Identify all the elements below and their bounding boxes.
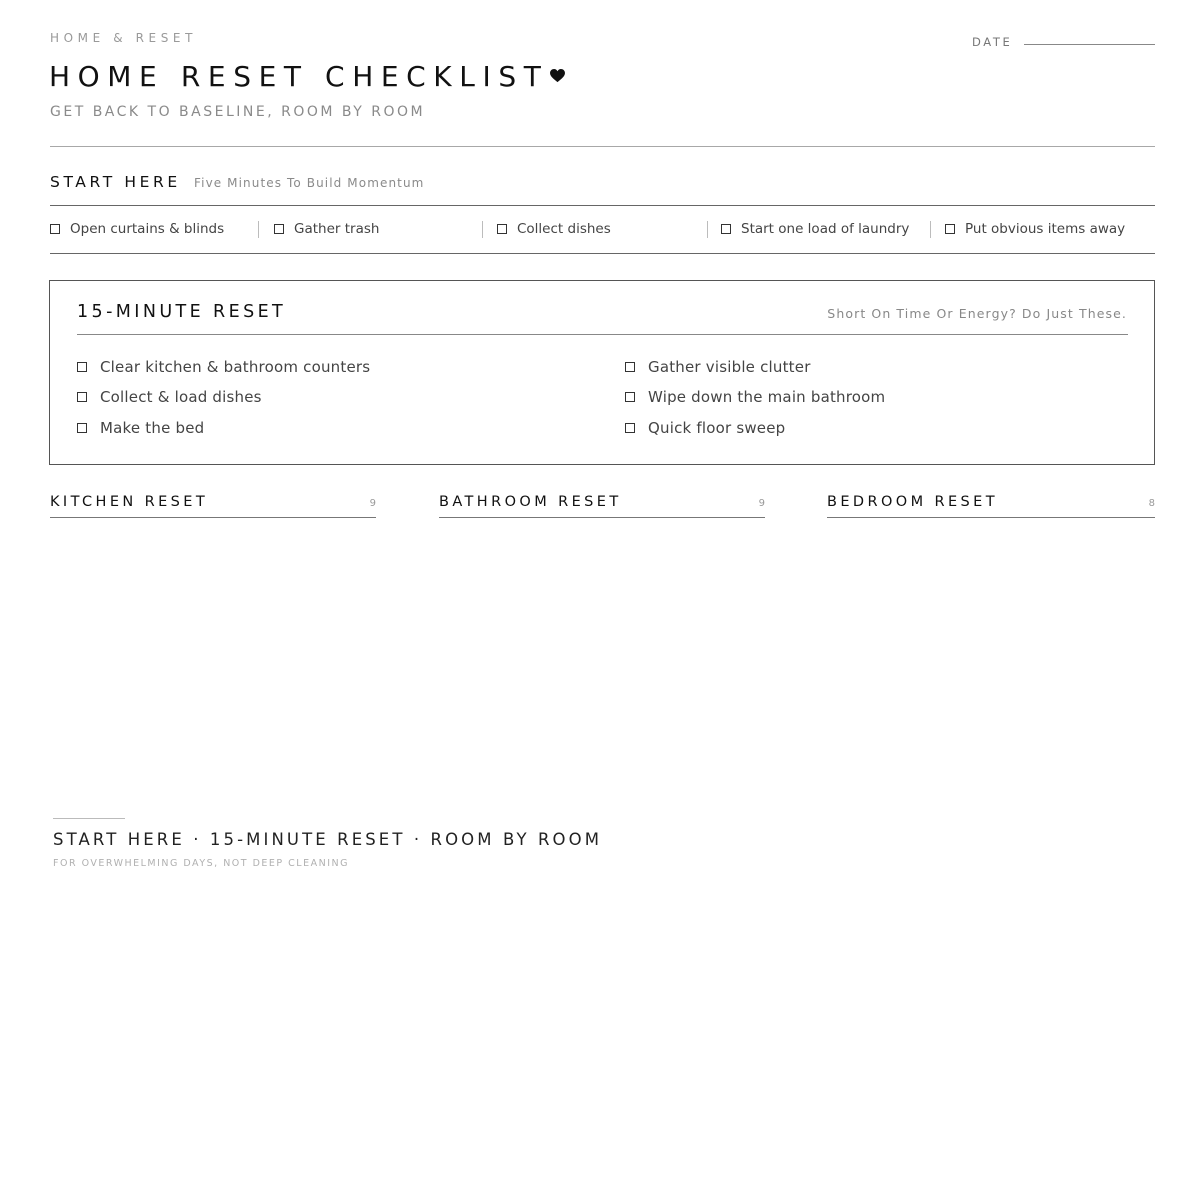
checkbox[interactable] (77, 423, 87, 433)
start-item[interactable] (945, 220, 1125, 238)
header-divider (50, 146, 1155, 147)
quick-reset-item[interactable] (77, 357, 370, 377)
room-section-bathroom (439, 494, 765, 520)
heart-icon (550, 69, 565, 83)
page-subtitle: GET BACK TO BASELINE, ROOM BY ROOM (50, 104, 426, 120)
quick-reset-title: 15-MINUTE RESET (77, 302, 287, 322)
checkbox[interactable] (625, 392, 635, 402)
room-title: KITCHEN RESET (50, 494, 209, 510)
room-divider (50, 517, 376, 518)
page-title: HOME RESET CHECKLIST (49, 60, 549, 93)
start-item-label: Start one load of laundry (741, 221, 910, 237)
start-here-bottom-rule (50, 253, 1155, 254)
quick-reset-item-label: Quick floor sweep (648, 419, 786, 437)
room-title: BEDROOM RESET (827, 494, 998, 510)
start-item-label: Put obvious items away (965, 221, 1126, 237)
start-item[interactable] (497, 220, 611, 238)
checkbox[interactable] (497, 224, 507, 234)
date-field-line[interactable] (1024, 44, 1155, 45)
quick-reset-item[interactable] (625, 357, 811, 377)
footer-title: START HERE · 15-MINUTE RESET · ROOM BY ROOM (53, 830, 603, 849)
room-divider (827, 517, 1155, 518)
start-here-subtitle: Five Minutes To Build Momentum (194, 176, 425, 190)
date-label: DATE (972, 35, 1013, 49)
room-title: BATHROOM RESET (439, 494, 622, 510)
quick-reset-item[interactable] (77, 418, 204, 438)
room-item-count: 9 (758, 498, 765, 509)
room-divider (439, 517, 765, 518)
room-section-bedroom (827, 494, 1155, 520)
room-section-kitchen (50, 494, 376, 520)
start-item[interactable] (50, 220, 224, 238)
room-item-count: 9 (369, 498, 376, 509)
room-item-count: 8 (1148, 498, 1155, 509)
checkbox[interactable] (274, 224, 284, 234)
quick-reset-item[interactable] (625, 387, 885, 407)
start-item-label: Gather trash (294, 221, 380, 237)
checkbox[interactable] (77, 362, 87, 372)
quick-reset-item-label: Wipe down the main bathroom (648, 388, 886, 406)
footer-subtitle: FOR OVERWHELMING DAYS, NOT DEEP CLEANING (53, 858, 349, 869)
quick-reset-item-label: Make the bed (100, 419, 205, 437)
footer-rule (53, 818, 125, 819)
quick-reset-item[interactable] (625, 418, 785, 438)
quick-reset-divider (77, 334, 1128, 335)
start-here-top-rule (50, 205, 1155, 206)
item-separator (707, 221, 708, 238)
start-item[interactable] (274, 220, 379, 238)
item-separator (482, 221, 483, 238)
start-item[interactable] (721, 220, 909, 238)
page-title-row (49, 60, 565, 94)
item-separator (258, 221, 259, 238)
item-separator (930, 221, 931, 238)
eyebrow-label: HOME & RESET (50, 31, 198, 45)
start-item-label: Collect dishes (517, 221, 611, 237)
quick-reset-item-label: Clear kitchen & bathroom counters (100, 358, 371, 376)
checkbox[interactable] (50, 224, 60, 234)
checkbox[interactable] (721, 224, 731, 234)
quick-reset-item[interactable] (77, 387, 262, 407)
checkbox[interactable] (77, 392, 87, 402)
quick-reset-item-label: Collect & load dishes (100, 388, 262, 406)
quick-reset-item-label: Gather visible clutter (648, 358, 811, 376)
quick-reset-note: Short On Time Or Energy? Do Just These. (827, 306, 1127, 321)
checkbox[interactable] (625, 423, 635, 433)
start-here-title: START HERE (50, 173, 181, 191)
checkbox[interactable] (945, 224, 955, 234)
start-item-label: Open curtains & blinds (70, 221, 225, 237)
checkbox[interactable] (625, 362, 635, 372)
